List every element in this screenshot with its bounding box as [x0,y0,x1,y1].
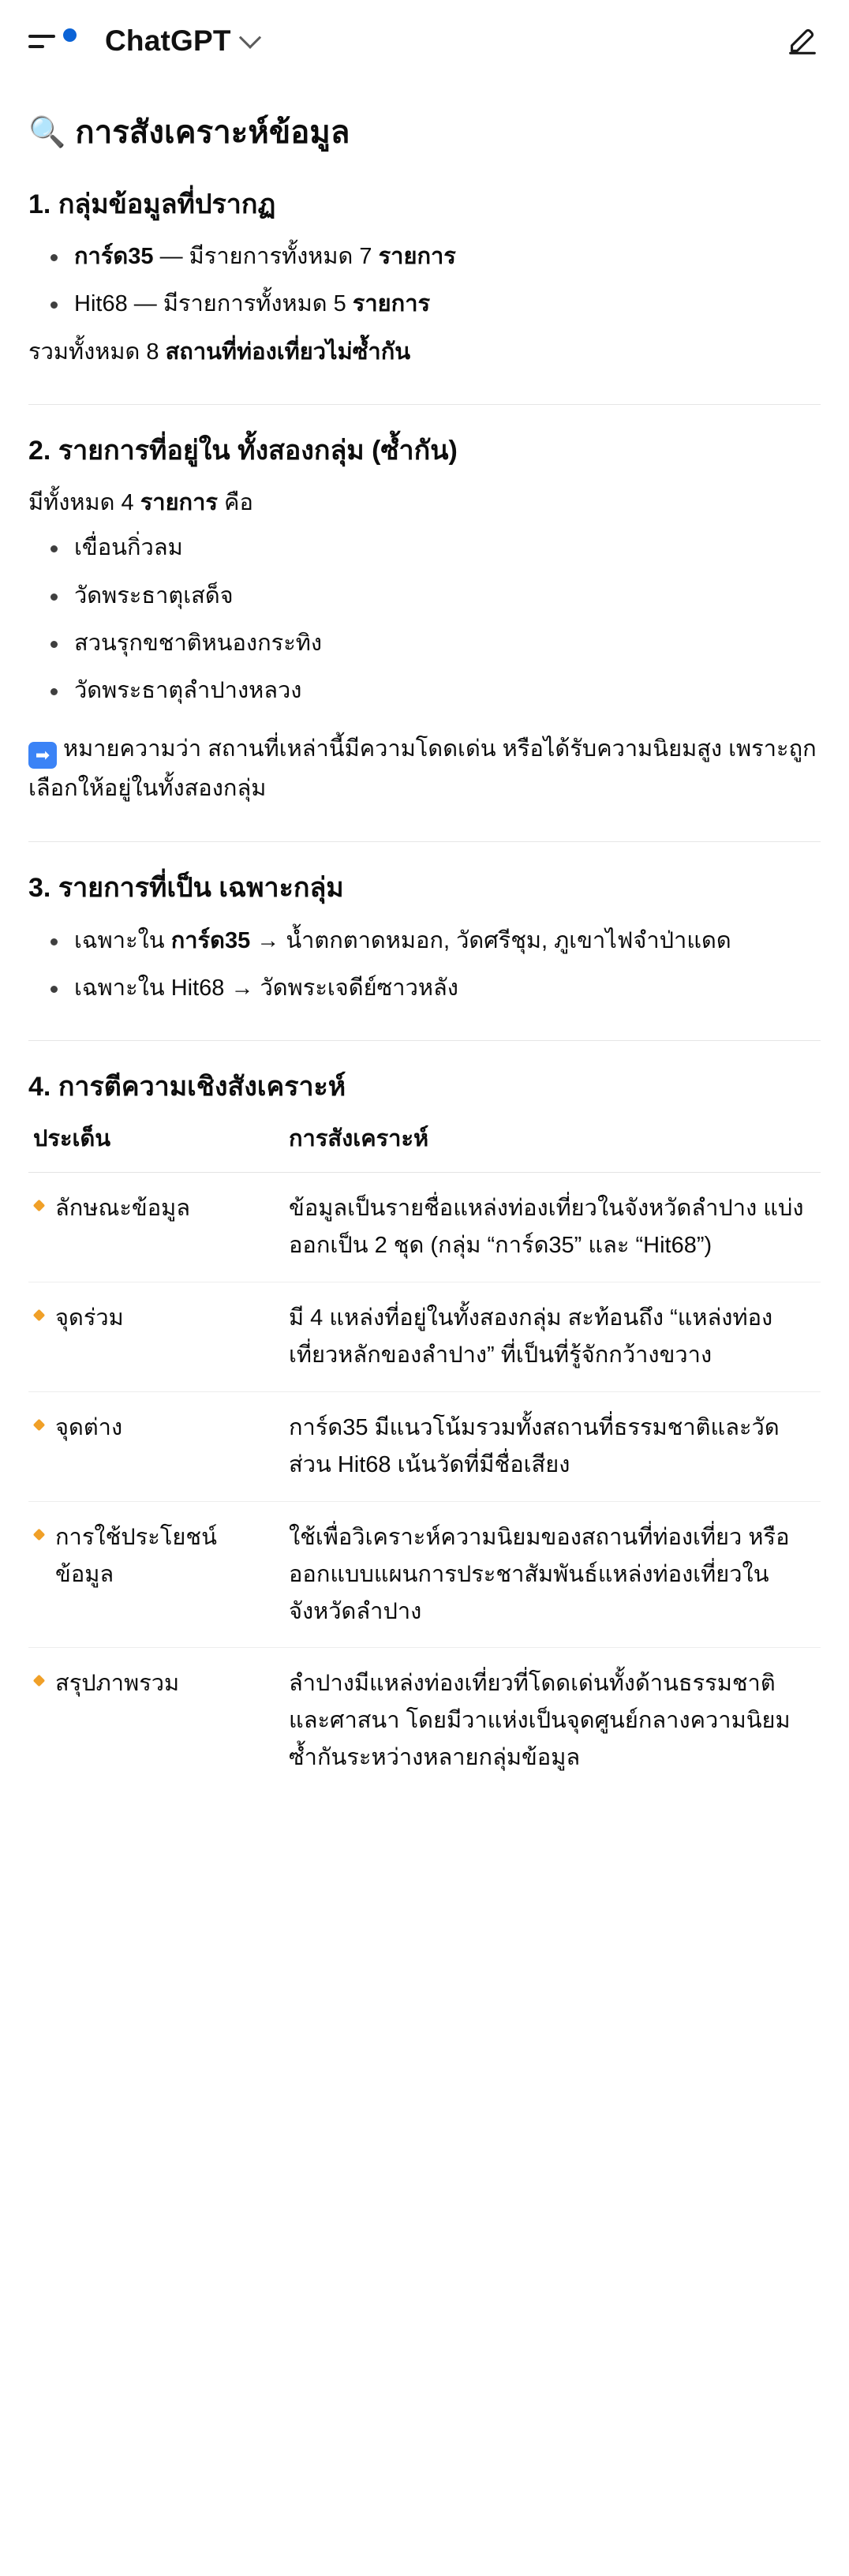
table-cell-detail: ข้อมูลเป็นรายชื่อแหล่งท่องเที่ยวในจังหวัดลำปาง แบ่งออกเป็น 2 ชุด (กลุ่ม “การ์ด35” และ “Hit68”) [289,1172,821,1282]
section-2-intro-strong: รายการ [140,490,218,516]
message-content [0,82,849,1841]
list-item [74,923,821,959]
table-row [28,1391,821,1501]
hamburger-bar-bottom [28,45,44,48]
list-item-strong-2: รายการ [378,244,456,270]
page-title-text: การสังเคราะห์ข้อมูล [75,115,350,150]
section-2-intro-plain: มีทั้งหมด 4 [28,490,140,516]
list-item: สวนรุกขชาติหนองกระทิง [74,625,821,661]
list-item-prefix: เฉพาะใน [74,975,171,1002]
list-item-text: → วัดพระเจดีย์ซาวหลัง [224,975,458,1002]
section-3-heading [28,869,821,908]
table-cell-topic: จุดต่าง [28,1391,289,1501]
list-item-text: — มีรายการทั้งหมด 7 [153,244,379,270]
table-cell-detail: ใช้เพื่อวิเคราะห์ความนิยมของสถานที่ท่องเที่ยว หรือออกแบบแผนการประชาสัมพันธ์แหล่งท่องเที่ยวในจังหวัดลำปาง [289,1501,821,1648]
list-item [74,286,821,322]
section-3-title: รายการที่เป็น เฉพาะกลุ่ม [58,873,344,904]
divider [28,404,821,405]
top-bar [0,0,849,82]
list-item-strong: การ์ด35 [170,927,251,953]
list-item [74,238,821,275]
list-item: เขื่อนกิ่วลม [74,530,821,566]
section-2-list [28,530,821,710]
table-row [28,1648,821,1794]
table-cell-detail: มี 4 แหล่งที่อยู่ในทั้งสองกลุ่ม สะท้อนถึง “แหล่งท่องเที่ยวหลักของลำปาง” ที่เป็นที่รู้จักกว้างขวาง [289,1282,821,1391]
table-body [28,1172,821,1794]
blue-dot-indicator [63,28,77,42]
section-1-summary-plain: รวมทั้งหมด 8 [28,339,166,365]
table-row [28,1172,821,1282]
table-header-row [28,1121,821,1172]
compose-icon[interactable] [784,23,821,59]
section-4-number: 4. [28,1071,51,1102]
table-cell-detail: ลำปางมีแหล่งท่องเที่ยวที่โดดเด่นทั้งด้านธรรมชาติและศาสนา โดยมีวาแห่งเป็นจุดศูนย์กลางความนิยมซ้ำกันระหว่างหลายกลุ่มข้อมูล [289,1671,791,1771]
table-header [28,1121,821,1172]
section-2-number: 2. [28,435,51,466]
section-2-note-text: หมายความว่า สถานที่เหล่านี้มีความโดดเด่น หรือได้รับความนิยมสูง เพราะถูกเลือกให้อยู่ในทั้งสองกลุ่ม [28,736,817,801]
divider [28,841,821,842]
section-1-summary-strong: สถานที่ท่องเที่ยวไม่ซ้ำกัน [165,339,411,365]
table-header-detail: การสังเคราะห์ [289,1121,821,1172]
page-title [28,107,821,159]
section-1-list [28,238,821,323]
table-cell-topic: สรุปภาพรวม [28,1648,289,1794]
section-1-heading [28,185,821,224]
list-item: วัดพระธาตุเสด็จ [74,578,821,614]
section-2-intro-tail: คือ [217,490,253,516]
app-title: ChatGPT [105,24,231,57]
table-row [28,1501,821,1648]
divider [28,1040,821,1041]
section-4-title: การตีความเชิงสังเคราะห์ [58,1071,346,1102]
table-cell-topic: ลักษณะข้อมูล [28,1172,289,1282]
list-item-prefix: เฉพาะใน [74,927,171,953]
section-1-title: กลุ่มข้อมูลที่ปรากฏ [58,189,276,219]
table-cell-topic: การใช้ประโยชน์ข้อมูล [28,1501,289,1648]
list-item: วัดพระธาตุลำปางหลวง [74,672,821,709]
chevron-down-icon[interactable] [239,27,261,49]
section-4-heading [28,1068,821,1106]
table-header-topic: ประเด็น [28,1121,289,1172]
section-2-intro [28,485,821,522]
table-row [28,1282,821,1391]
section-1-number: 1. [28,189,51,219]
hamburger-bar-top [28,35,55,38]
synthesis-table [28,1121,821,1795]
list-item [74,970,821,1006]
section-3-list [28,923,821,1007]
list-item-text: → น้ำตกตาดหมอก, วัดศรีชุม, ภูเขาไฟจำป่าแดด [250,927,731,953]
section-2-title: รายการที่อยู่ใน ทั้งสองกลุ่ม (ซ้ำกัน) [58,435,458,466]
arrow-right-icon: ➡ [28,742,57,769]
list-item-text: — มีรายการทั้งหมด 5 [127,291,353,317]
list-item-strong: Hit68 [170,975,225,1002]
list-item-strong: Hit68 [74,291,128,317]
section-2-heading [28,432,821,470]
list-item-strong-2: รายการ [352,291,431,317]
magnifier-icon: 🔍 [28,115,66,149]
section-2-note [28,730,821,809]
section-3-number: 3. [28,873,51,904]
hamburger-icon[interactable] [28,21,69,62]
list-item-strong: การ์ด35 [74,244,154,270]
table-cell-topic: จุดร่วม [28,1282,289,1391]
model-selector[interactable] [105,24,258,58]
table-cell-detail: การ์ด35 มีแนวโน้มรวมทั้งสถานที่ธรรมชาติและวัด ส่วน Hit68 เน้นวัดที่มีชื่อเสียง [289,1391,821,1501]
section-1-summary [28,334,821,371]
